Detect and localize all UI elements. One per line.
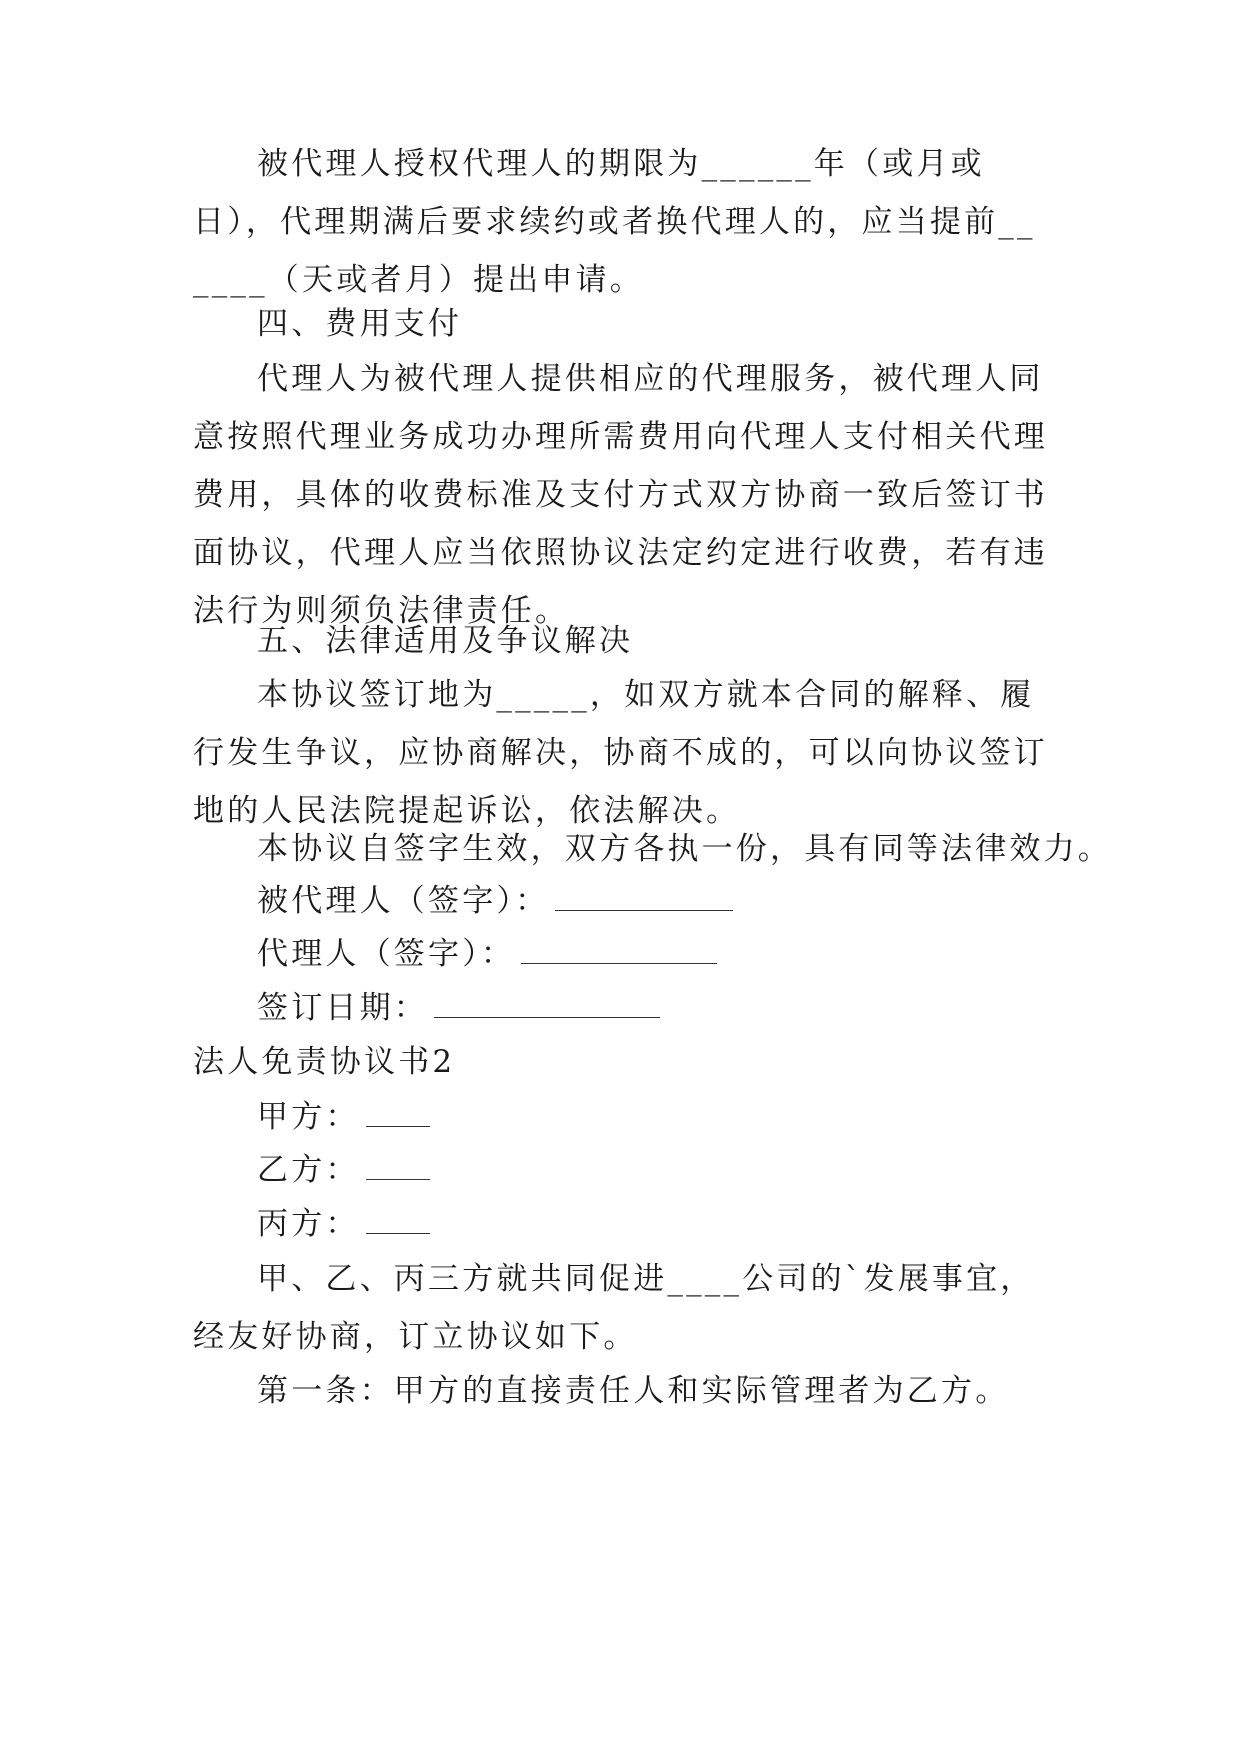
article-1-paragraph: 第一条：甲方的直接责任人和实际管理者为乙方。 (257, 1373, 1010, 1409)
agent-signature-line (257, 925, 717, 983)
party-b-line (257, 1141, 430, 1199)
sign-date-blank (434, 995, 660, 1018)
sign-date-line (257, 979, 660, 1037)
term-paragraph: 被代理人授权代理人的期限为______年（或月或日），代理期满后要求续约或者换代理人的，应当提前______（天或者月）提出申请。 (193, 146, 1036, 298)
section-5-heading: 五、法律适用及争议解决 (257, 623, 634, 659)
sign-date-label: 签订日期： (257, 990, 428, 1026)
effect-paragraph: 本协议自签字生效，双方各执一份，具有同等法律效力。 (257, 831, 1112, 867)
party-a-label: 甲方： (257, 1099, 360, 1135)
principal-signature-label: 被代理人（签字）： (257, 883, 550, 919)
dispute-paragraph: 本协议签订地为_____，如双方就本合同的解释、履行发生争议，应协商解决，协商不成的，可以向协议签订地的人民法院提起诉讼，依法解决。 (193, 677, 1048, 829)
party-c-line (257, 1195, 430, 1253)
party-b-label: 乙方： (257, 1152, 360, 1188)
party-a-line (257, 1088, 430, 1146)
fees-paragraph: 代理人为被代理人提供相应的代理服务，被代理人同意按照代理业务成功办理所需费用向代理人支付相关代理费用，具体的收费标准及支付方式双方协商一致后签订书面协议，代理人应当依照协议法定约定进行收费，若有违法行为则须负法律责任。 (193, 361, 1048, 629)
party-c-label: 丙方： (257, 1206, 360, 1242)
agreement-2-intro: 甲、乙、丙三方就共同促进____公司的`发展事宜，经友好协商，订立协议如下。 (193, 1261, 1035, 1355)
section-4-heading: 四、费用支付 (257, 306, 463, 342)
agent-signature-blank (521, 941, 717, 964)
party-c-blank (366, 1211, 430, 1234)
principal-signature-blank (555, 888, 733, 911)
agreement-2-title: 法人免责协议书2 (193, 1044, 456, 1080)
principal-signature-line (257, 872, 733, 930)
agent-signature-label: 代理人（签字）： (257, 936, 516, 972)
party-b-blank (366, 1157, 430, 1180)
party-a-blank (366, 1104, 430, 1127)
